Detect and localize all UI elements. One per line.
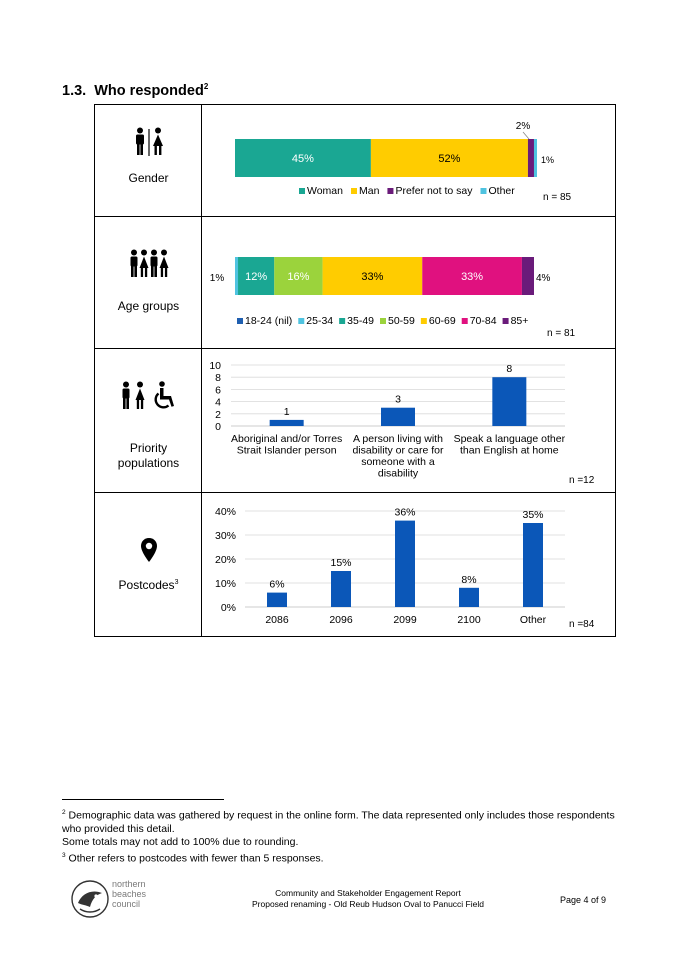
stack-label-1: 52%: [438, 153, 461, 165]
footnote-2-ref: 2: [62, 809, 66, 816]
data-label-0: 6%: [269, 578, 285, 591]
bar-0: [267, 593, 287, 607]
y-tick-label-4: 8: [215, 372, 221, 385]
bar-1: [331, 571, 351, 607]
legend-label-2: Prefer not to say: [395, 185, 473, 197]
logo-line2: beaches: [112, 889, 147, 899]
x-tick-label-1-0: A person living with: [353, 433, 443, 445]
male-female-icon: [95, 127, 202, 162]
x-tick-label-1-1: disability or care for: [352, 444, 444, 457]
priority-label-line2: populations: [117, 456, 180, 470]
stack-label-4: 33%: [361, 271, 384, 283]
x-tick-label-1-2: someone with a: [361, 456, 435, 468]
footnotes: [62, 806, 622, 865]
age-label: Age groups: [117, 299, 180, 313]
x-tick-label-1-0: 2096: [329, 614, 353, 626]
logo-line3: council: [112, 899, 141, 909]
data-label-2: 36%: [394, 506, 416, 519]
footnote-divider: [62, 799, 224, 800]
y-tick-label-1: 10%: [214, 578, 236, 590]
legend-label-2: 35-49: [347, 315, 374, 327]
legend-swatch-2: [387, 188, 393, 194]
y-tick-label-3: 6: [215, 384, 221, 397]
postcodes-n: n =84: [569, 619, 595, 630]
gender-chart: [203, 105, 615, 216]
legend-label-3: Other: [488, 185, 515, 197]
footnote-3: [62, 849, 622, 866]
x-tick-label-2-0: 2099: [393, 614, 417, 626]
legend-swatch-3: [380, 318, 386, 324]
postcodes-label: [95, 575, 202, 593]
legend-label-1: Man: [359, 185, 380, 197]
section-number: 1.3.: [62, 82, 87, 99]
stack-label-0: 45%: [291, 153, 314, 165]
age-n: n = 81: [547, 328, 576, 339]
bar-2: [395, 521, 415, 607]
x-tick-label-1-3: disability: [377, 467, 419, 480]
stack-label-2: 2%: [515, 121, 531, 132]
legend-label-0: Woman: [307, 185, 343, 197]
legend-swatch-2: [339, 318, 345, 324]
legend-swatch-3: [480, 188, 486, 194]
x-tick-label-2-0: Speak a language other: [453, 433, 566, 445]
bar-4: [523, 523, 543, 607]
postcodes-label-text: Postcodes: [118, 578, 175, 592]
section-heading: [62, 82, 208, 99]
stack-label-3: 16%: [287, 271, 310, 283]
page-number: Page 4 of 9: [560, 895, 607, 905]
stack-label-2: 12%: [245, 271, 268, 283]
gender-row: [95, 105, 615, 217]
report-subtitle: Proposed renaming - Old Reub Hudson Oval to Panucci Field: [252, 899, 484, 909]
council-logo-icon: [70, 879, 110, 919]
label-leader-line: [523, 132, 529, 139]
y-tick-label-0: 0%: [220, 602, 236, 614]
footnote-ref: 2: [203, 82, 209, 91]
data-label-3: 8%: [461, 573, 477, 586]
legend-swatch-4: [421, 318, 427, 324]
stack-label-3: 1%: [541, 155, 555, 165]
footnote-3-text: Other refers to postcodes with fewer than 5 responses.: [68, 852, 324, 864]
x-tick-label-0-0: 2086: [265, 614, 289, 626]
gender-label: Gender: [128, 171, 169, 185]
footnote-3-ref: 3: [62, 851, 66, 859]
y-tick-label-5: 10: [209, 360, 221, 372]
logo-line1: northern: [112, 879, 146, 889]
postcodes-chart: [203, 493, 615, 637]
report-title: Community and Stakeholder Engagement Report: [275, 888, 461, 898]
priority-chart: [203, 349, 615, 492]
gender-n: n = 85: [543, 192, 572, 203]
y-tick-label-2: 20%: [214, 554, 236, 566]
age-row: [95, 217, 615, 349]
x-tick-label-2-1: than English at home: [460, 444, 559, 457]
section-title: Who responded: [94, 82, 204, 99]
priority-label-line1: Priority: [129, 441, 168, 455]
bar-0: [270, 420, 304, 426]
footnote-2: [62, 806, 622, 836]
x-tick-label-0-0: Aboriginal and/or Torres: [231, 433, 343, 445]
legend-swatch-1: [351, 188, 357, 194]
data-label-4: 35%: [522, 509, 544, 521]
stack-label-5: 33%: [461, 271, 484, 283]
stack-segment-1: [235, 257, 238, 295]
data-label-2: 8: [506, 363, 513, 376]
data-label-0: 1: [283, 405, 290, 418]
legend-swatch-0: [237, 318, 243, 324]
y-tick-label-2: 4: [215, 396, 221, 409]
legend-label-5: 70-84: [469, 315, 497, 327]
postcodes-footnote-ref: 3: [174, 579, 179, 586]
legend-swatch-0: [299, 188, 305, 194]
bar-1: [381, 408, 415, 426]
stack-segment-2: [528, 139, 534, 177]
stack-label-6: 4%: [536, 273, 551, 284]
legend-label-0: 18-24 (nil): [245, 315, 293, 327]
council-logo-text: [112, 879, 146, 909]
postcodes-row: [95, 493, 615, 637]
x-tick-label-4-0: Other: [519, 614, 547, 626]
x-tick-label-3-0: 2100: [457, 614, 481, 626]
age-chart: [203, 217, 615, 348]
accessibility-icon: [95, 381, 202, 416]
bar-2: [492, 377, 526, 426]
legend-label-4: 60-69: [428, 315, 456, 327]
y-tick-label-1: 2: [215, 408, 221, 421]
stack-label-1: 1%: [209, 273, 225, 284]
legend-swatch-5: [462, 318, 468, 324]
respondents-table: [94, 104, 616, 637]
legend-label-1: 25-34: [306, 315, 334, 327]
legend-label-3: 50-59: [388, 315, 415, 327]
legend-label-6: 85+: [510, 315, 529, 327]
y-tick-label-0: 0: [215, 421, 221, 433]
footnote-rounding: Some totals may not add to 100% due to rounding.: [62, 835, 299, 848]
legend-swatch-1: [298, 318, 304, 324]
y-tick-label-4: 40%: [214, 506, 236, 518]
footnote-2-text: Demographic data was gathered by request in the online form. The data represented only includes those respondents who provided this detail.: [62, 809, 615, 835]
map-pin-icon: [95, 537, 202, 568]
data-label-1: 15%: [330, 557, 352, 569]
footer-report-info: [220, 888, 516, 910]
x-tick-label-0-1: Strait Islander person: [236, 444, 337, 457]
priority-label: [95, 441, 202, 471]
legend-swatch-6: [503, 318, 509, 324]
group-people-icon: [95, 249, 202, 284]
y-tick-label-3: 30%: [214, 530, 236, 542]
stack-segment-6: [522, 257, 534, 295]
stack-segment-3: [534, 139, 537, 177]
priority-row: [95, 349, 615, 493]
bar-3: [459, 588, 479, 607]
data-label-1: 3: [395, 393, 401, 406]
priority-n: n =12: [569, 475, 595, 486]
